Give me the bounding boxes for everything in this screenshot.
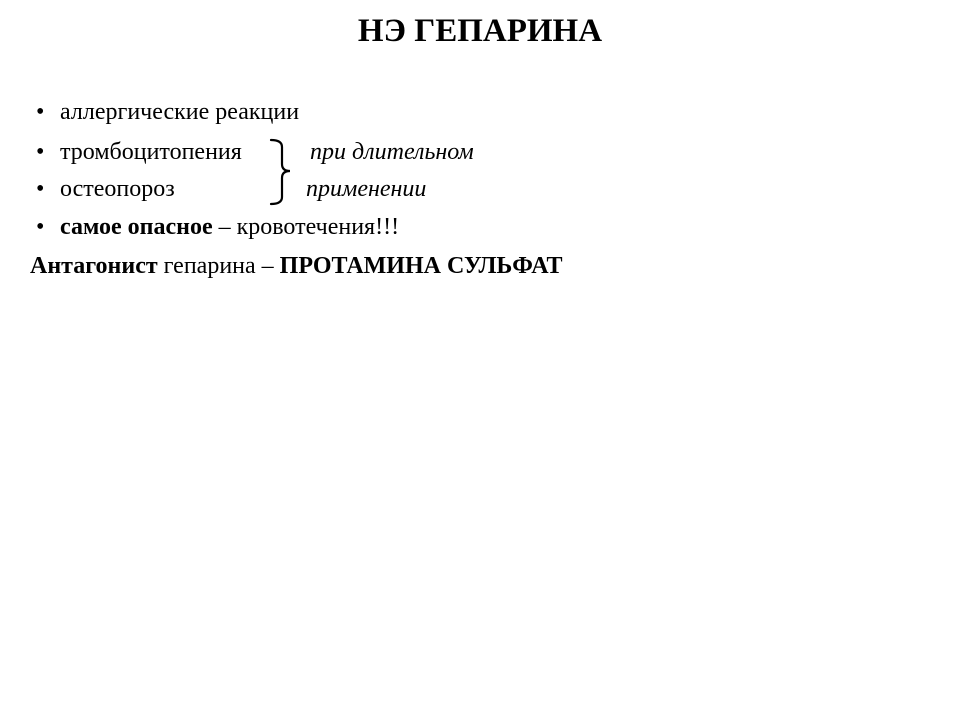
item-bold-text: самое опасное — [60, 214, 213, 240]
brace-note-line2: применении — [306, 176, 427, 202]
slide-title: НЭ ГЕПАРИНА — [357, 13, 603, 49]
item-text: – кровотечения!!! — [212, 214, 400, 240]
list-item-osteoporosis — [36, 174, 175, 204]
item-text: остеопороз — [60, 176, 175, 202]
right-brace-icon — [268, 137, 298, 207]
list-item-thrombocytopenia — [36, 137, 242, 167]
bullet-icon: • — [36, 139, 45, 165]
list-item-bleeding — [36, 212, 399, 242]
list-item-allergic — [36, 97, 299, 127]
item-text: тромбоцитопения — [60, 139, 242, 165]
item-text: аллергические реакции — [60, 99, 300, 125]
antagonist-drug: ПРОТАМИНА СУЛЬФАТ — [279, 253, 563, 279]
bullet-icon: • — [36, 214, 45, 240]
antagonist-middle: гепарина – — [157, 253, 280, 279]
bullet-icon: • — [36, 99, 45, 125]
antagonist-label: Антагонист — [30, 253, 158, 279]
bullet-icon: • — [36, 176, 45, 202]
antagonist-statement — [30, 251, 563, 281]
brace-note-line1: при длительном — [310, 139, 474, 165]
